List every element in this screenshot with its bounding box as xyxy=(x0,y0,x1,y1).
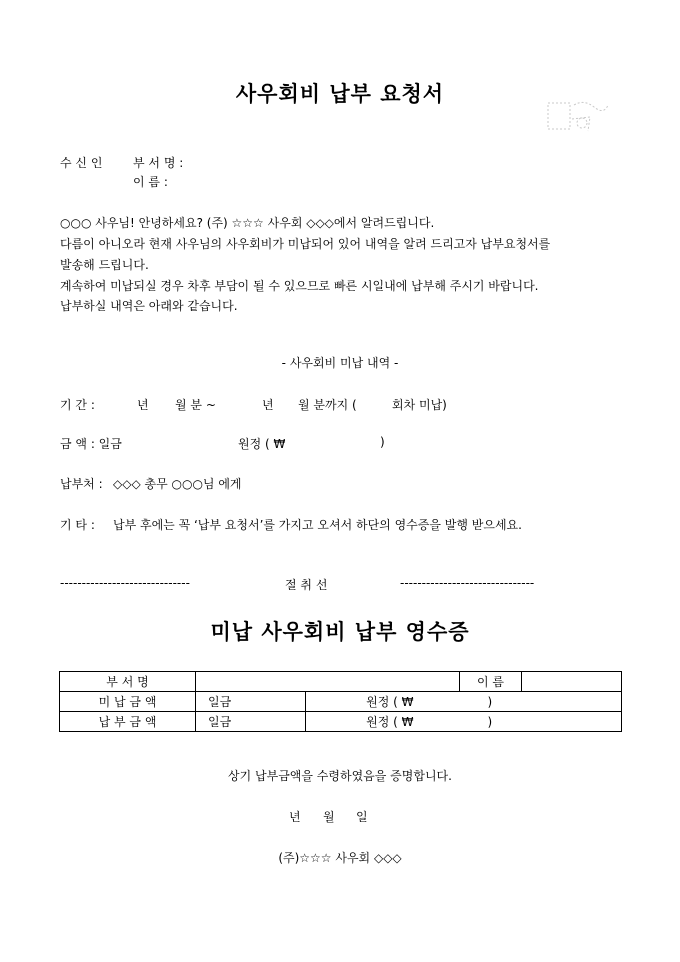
person-name-label: 이 름 : xyxy=(133,175,168,189)
receipt-table xyxy=(59,671,622,732)
receipt-date-month: 월 xyxy=(323,810,335,824)
payee-value: ◇◇◇ 총무 ○○○님 에게 xyxy=(113,477,242,491)
period-unpaid: 회차 미납) xyxy=(392,398,447,412)
receipt-dept-label: 부 서 명 xyxy=(60,672,196,692)
payee-label: 납부처 : xyxy=(60,477,103,491)
receipt-date-day: 일 xyxy=(356,810,368,824)
section-title: - 사우회비 미납 내역 - xyxy=(281,356,399,370)
receipt-dept-value xyxy=(196,672,460,692)
receipt-title: 미납 사우회비 납부 영수증 xyxy=(210,619,470,644)
body-line-1: ○○○ 사우님! 안녕하세요? (주) ☆☆☆ 사우회 ◇◇◇에서 알려드립니다. xyxy=(60,216,435,230)
body-line-5: 납부하실 내역은 아래와 같습니다. xyxy=(60,299,238,313)
receipt-name-label: 이 름 xyxy=(460,672,522,692)
receipt-unpaid-ilgeum: 일금 xyxy=(196,692,306,712)
period-month-from: 월 분 ~ xyxy=(175,398,216,412)
stamp-mark xyxy=(544,97,610,135)
period-month-to: 월 분까지 ( xyxy=(298,398,357,412)
receipt-unpaid-close: ) xyxy=(418,692,622,712)
recipient-label: 수 신 인 xyxy=(60,156,103,170)
cut-line-label: 절 취 선 xyxy=(285,578,328,592)
receipt-paid-ilgeum: 일금 xyxy=(196,712,306,732)
period-label: 기 간 : xyxy=(60,398,95,412)
receipt-name-value xyxy=(522,672,622,692)
receipt-date-year: 년 xyxy=(289,810,301,824)
receipt-unpaid-label: 미 납 금 액 xyxy=(60,692,196,712)
receipt-paid-close: ) xyxy=(418,712,622,732)
period-year-from: 년 xyxy=(137,398,149,412)
body-line-3: 발송해 드립니다. xyxy=(60,258,149,272)
table-row xyxy=(60,672,622,692)
table-row xyxy=(60,712,622,732)
dept-name-label: 부 서 명 : xyxy=(133,156,184,170)
receipt-paid-won: 원정 ( ₩ xyxy=(306,712,418,732)
receipt-paid-label: 납 부 금 액 xyxy=(60,712,196,732)
other-value: 납부 후에는 꼭 ‘납부 요청서’를 가지고 오셔서 하단의 영수증을 발행 받으세요. xyxy=(113,518,522,532)
other-label: 기 타 : xyxy=(60,518,95,532)
amount-label: 금 액 : 일금 xyxy=(60,437,122,451)
page-title: 사우회비 납부 요청서 xyxy=(235,81,445,106)
receipt-statement: 상기 납부금액을 수령하였음을 증명합니다. xyxy=(228,769,452,783)
amount-won: 원정 ( ₩ xyxy=(238,437,286,451)
amount-close: ) xyxy=(380,435,385,449)
receipt-issuer: (주)☆☆☆ 사우회 ◇◇◇ xyxy=(278,851,402,865)
body-line-4: 계속하여 미납되실 경우 차후 부담이 될 수 있으므로 빠른 시일내에 납부해 주시기 바랍니다. xyxy=(60,279,539,293)
body-line-2: 다름이 아니오라 현재 사우님의 사우회비가 미납되어 있어 내역을 알려 드리고자 납부요청서를 xyxy=(60,237,551,251)
cut-line-left: ------------------------------ xyxy=(60,576,190,590)
period-year-to: 년 xyxy=(262,398,274,412)
receipt-unpaid-won: 원정 ( ₩ xyxy=(306,692,418,712)
table-row xyxy=(60,692,622,712)
cut-line-right: ------------------------------- xyxy=(400,576,535,590)
